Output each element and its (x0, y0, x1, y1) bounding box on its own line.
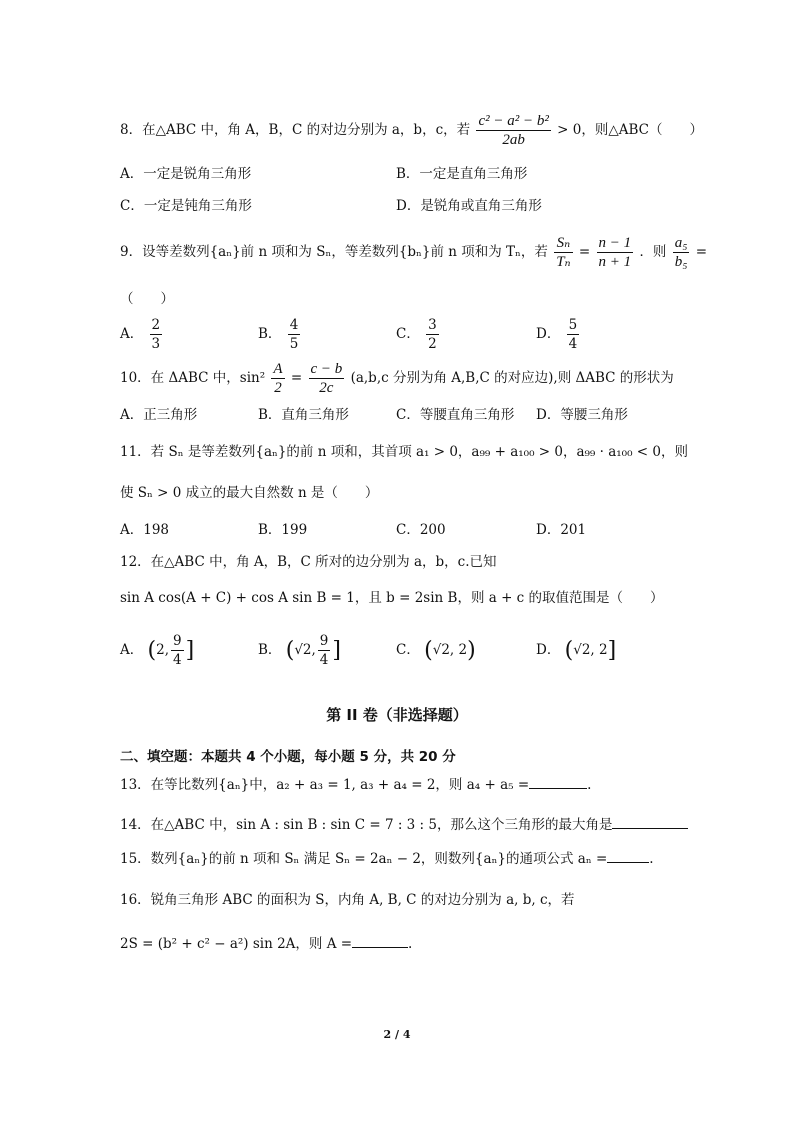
q9-fraction-st (554, 234, 572, 271)
q9-stem (120, 234, 707, 271)
q12-d-left: √2, 2 (573, 642, 608, 658)
q10-equals: = (290, 370, 303, 386)
q11-option-d: D．201 (536, 522, 587, 538)
q16-line1: 16．锐角三角形 ABC 的面积为 S，内角 A, B, C 的对边分别为 a, b, c，若 (120, 892, 575, 908)
q12-option-b (258, 632, 341, 669)
q9-option-c (396, 316, 441, 353)
q9-mid: ．则 (639, 244, 667, 260)
q12-a-den: 4 (173, 652, 182, 668)
q8-option-d: D．是锐角或直角三角形 (396, 198, 542, 214)
q13-end: . (587, 777, 592, 793)
q9-fraction-n (597, 234, 634, 271)
q9-a-den: 3 (151, 336, 161, 352)
q8-stem-text: 8．在△ABC 中，角 A，B，C 的对边分别为 a，b，c，若 (120, 122, 471, 138)
q8-frac-num: c² − a² − b² (478, 113, 549, 129)
q10-option-a: A．正三角形 (120, 407, 198, 423)
q12-b-num: 9 (319, 633, 329, 649)
q8-stem (120, 112, 703, 149)
q9-f1-den: Tₙ (556, 254, 571, 270)
q8-fraction (476, 112, 550, 149)
q12-line1: 12．在△ABC 中，角 A，B，C 所对的边分别为 a，b，c.已知 (120, 554, 497, 570)
q16-line2 (120, 933, 412, 954)
q16-answer-blank[interactable] (352, 933, 408, 948)
q9-option-b-label: B． (258, 326, 282, 342)
q12-option-c-label: C． (396, 642, 420, 658)
q12-b-left: √2, (294, 642, 316, 658)
q12-option-a-label: A． (120, 642, 144, 658)
q8-frac-den: 2ab (502, 132, 525, 148)
q9-fraction-ab (673, 234, 690, 271)
q10-option-d: D．等腰三角形 (536, 407, 628, 423)
q9-option-a (120, 316, 164, 353)
section2-title: 二、填空题：本题共 4 个小题，每小题 5 分，共 20 分 (120, 749, 456, 765)
q10-f2-den: 2c (319, 380, 334, 396)
q12-d-close: ] (607, 638, 617, 663)
page-number: 2 / 4 (383, 1028, 411, 1041)
q10-option-c: C．等腰直角三角形 (396, 407, 515, 423)
q11-option-a: A．198 (120, 522, 170, 538)
q12-b-den: 4 (319, 652, 329, 668)
q10-stem-text: 10．在 ΔABC 中，sin² (120, 370, 266, 386)
q12-option-d (536, 640, 616, 661)
q9-f2-den: n + 1 (598, 254, 632, 270)
q10-stem-tail: (a,b,c 分别为角 A,B,C 的对应边),则 ΔABC 的形状为 (350, 370, 674, 386)
q16-end: . (408, 936, 413, 952)
q11-line2: 使 Sₙ > 0 成立的最大自然数 n 是（ ） (120, 485, 379, 501)
q9-f2-num: n − 1 (598, 235, 632, 251)
q9-equals: = (578, 244, 591, 260)
q12-a-close: ] (185, 638, 195, 663)
q9-option-b (258, 316, 302, 353)
q12-a-open: ( (147, 638, 157, 663)
q9-c-den: 2 (428, 336, 437, 352)
q9-option-a-label: A． (120, 326, 144, 342)
q9-option-d (536, 316, 581, 353)
q11-option-c: C．200 (396, 522, 446, 538)
q13-answer-blank[interactable] (529, 774, 587, 789)
q14 (120, 814, 688, 835)
q9-option-d-frac (567, 316, 580, 353)
q12-a-num: 9 (173, 633, 182, 649)
q9-tail: = (695, 244, 708, 260)
q14-text: 14．在△ABC 中，sin A : sin B : sin C = 7 : 3 : 5，那么这个三角形的最大角是 (120, 817, 613, 833)
part2-title: 第 II 卷（非选择题） (326, 706, 468, 724)
q12-b-frac (318, 632, 331, 669)
q10-f2-num: c − b (310, 361, 343, 377)
q9-b-den: 5 (289, 336, 299, 352)
q9-f3-den: b₅ (674, 254, 688, 270)
q11-option-b: B．199 (258, 522, 308, 538)
q10-f1-den: 2 (274, 380, 282, 396)
q8-option-c: C．一定是钝角三角形 (120, 198, 252, 214)
q12-option-a (120, 632, 194, 669)
q12-option-c (396, 640, 476, 661)
q12-d-open: ( (564, 638, 574, 663)
q9-f3-num: a₅ (674, 235, 688, 251)
q11-line1: 11．若 Sₙ 是等差数列{aₙ}的前 n 项和，其首项 a₁ > 0，a₉₉ + a₁₀₀ > 0，a₉₉ · a₁₀₀ < 0，则 (120, 444, 688, 460)
q14-answer-blank[interactable] (612, 814, 688, 829)
q13-text: 13．在等比数列{aₙ}中，a₂ + a₃ = 1, a₃ + a₄ = 2，则 a₄ + a₅ = (120, 777, 530, 793)
q9-d-den: 4 (568, 336, 578, 352)
q15-text: 15．数列{aₙ}的前 n 项和 Sₙ 满足 Sₙ = 2aₙ − 2，则数列{aₙ}的通项公式 aₙ = (120, 851, 608, 867)
q9-option-b-frac (288, 316, 301, 353)
q15-answer-blank[interactable] (607, 848, 649, 863)
q12-b-open: ( (285, 638, 295, 663)
q12-c-left: √2, 2 (432, 642, 468, 658)
q10-fraction-a (271, 360, 284, 397)
q10-option-b: B．直角三角形 (258, 407, 349, 423)
q9-option-a-frac (150, 316, 163, 353)
q10-stem (120, 360, 674, 397)
q9-option-d-label: D． (536, 326, 561, 342)
q12-c-close: ) (467, 638, 476, 663)
q16-line2-text: 2S = (b² + c² − a²) sin 2A，则 A = (120, 936, 353, 952)
q10-f1-num: A (273, 361, 283, 377)
q9-b-num: 4 (289, 317, 299, 333)
q8-option-b: B．一定是直角三角形 (396, 166, 528, 182)
q9-a-num: 2 (151, 317, 161, 333)
q9-option-c-label: C． (396, 326, 420, 342)
q9-option-c-frac (426, 316, 439, 353)
q8-stem-tail: > 0，则△ABC（ ） (557, 122, 703, 138)
q15-end: . (649, 851, 654, 867)
q9-d-num: 5 (568, 317, 578, 333)
q12-line2: sin A cos(A + C) + cos A sin B = 1，且 b = 2sin B，则 a + c 的取值范围是（ ） (120, 590, 664, 606)
q15 (120, 848, 654, 869)
q9-f1-num: Sₙ (554, 234, 572, 253)
q12-b-close: ] (332, 638, 341, 663)
q12-a-frac (171, 632, 184, 669)
q12-a-left: 2, (156, 642, 170, 658)
q9-paren: （ ） (120, 291, 174, 307)
q9-stem-text: 9．设等差数列{aₙ}前 n 项和为 Sₙ，等差数列{bₙ}前 n 项和为 Tₙ，若 (120, 244, 548, 260)
q12-option-d-label: D． (536, 642, 561, 658)
q10-fraction-cb (309, 360, 345, 397)
q12-option-b-label: B． (258, 642, 282, 658)
q13 (120, 774, 591, 795)
q8-option-a: A．一定是锐角三角形 (120, 166, 252, 182)
q9-c-num: 3 (428, 317, 437, 333)
q12-c-open: ( (424, 638, 433, 663)
